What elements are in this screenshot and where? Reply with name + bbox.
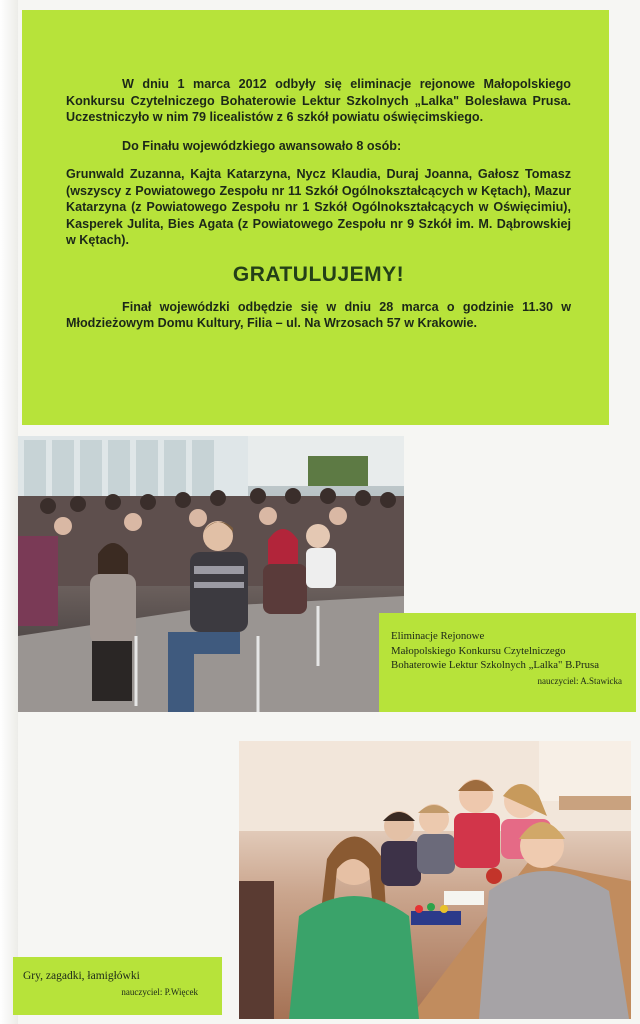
photo-caption-competition xyxy=(379,613,636,712)
announcement-paragraph-2: Do Finału wojewódzkiego awansowało 8 osób: xyxy=(122,138,402,153)
photo-games-table-illustration xyxy=(239,741,631,1019)
photo-competition-hall-illustration xyxy=(18,436,404,712)
photo-competition-hall xyxy=(18,436,404,712)
congratulations-heading: GRATULUJEMY! xyxy=(232,262,405,286)
photo-caption-games xyxy=(13,957,222,1015)
page-edge xyxy=(0,0,18,1024)
caption-games-teacher: nauczyciel: P.Więcek xyxy=(121,987,198,997)
finalists-list: Grunwald Zuzanna, Kajta Katarzyna, Nycz Klaudia, Duraj Joanna, Gałosz Tomasz (wszyscy z Powiatowego Zespołu nr 11 Szkół Ogólnokształcących w Kętach), Mazur Katarzyna (z Powiatowego Zespołu nr 1 Szkół Ogólnokształcących w Oświęcimiu), Kasperek Julita, Bies Agata (z Powiatowego Zespołu nr 9 Szkół im. M. Dąbrowskiej w Kętach). xyxy=(66,167,571,247)
caption-line-1: Eliminacje Rejonowe xyxy=(391,630,485,642)
announcement-paragraph-1: W dniu 1 marca 2012 odbyły się eliminacje rejonowe Małopolskiego Konkursu Czytelniczego Bohaterowie Lektur Szkolnych „Lalka" Bolesława Prusa. Uczestniczyło w nim 79 licealistów z 6 szkół powiatu oświęcimskiego. xyxy=(66,77,571,124)
caption-line-3: Bohaterowie Lektur Szkolnych „Lalka" B.Prusa xyxy=(391,659,599,671)
caption-line-2: Małopolskiego Konkursu Czytelniczego xyxy=(391,644,566,657)
caption-games-line: Gry, zagadki, łamigłówki xyxy=(23,970,140,982)
final-info-paragraph: Finał wojewódzki odbędzie się w dniu 28 marca o godzinie 11.30 w Młodzieżowym Domu Kultury, Filia – ul. Na Wrzosach 57 w Krakowie. xyxy=(66,299,571,330)
announcement-box xyxy=(22,10,609,425)
photo-games-table xyxy=(239,741,631,1019)
caption-teacher: nauczyciel: A.Stawicka xyxy=(537,675,622,686)
